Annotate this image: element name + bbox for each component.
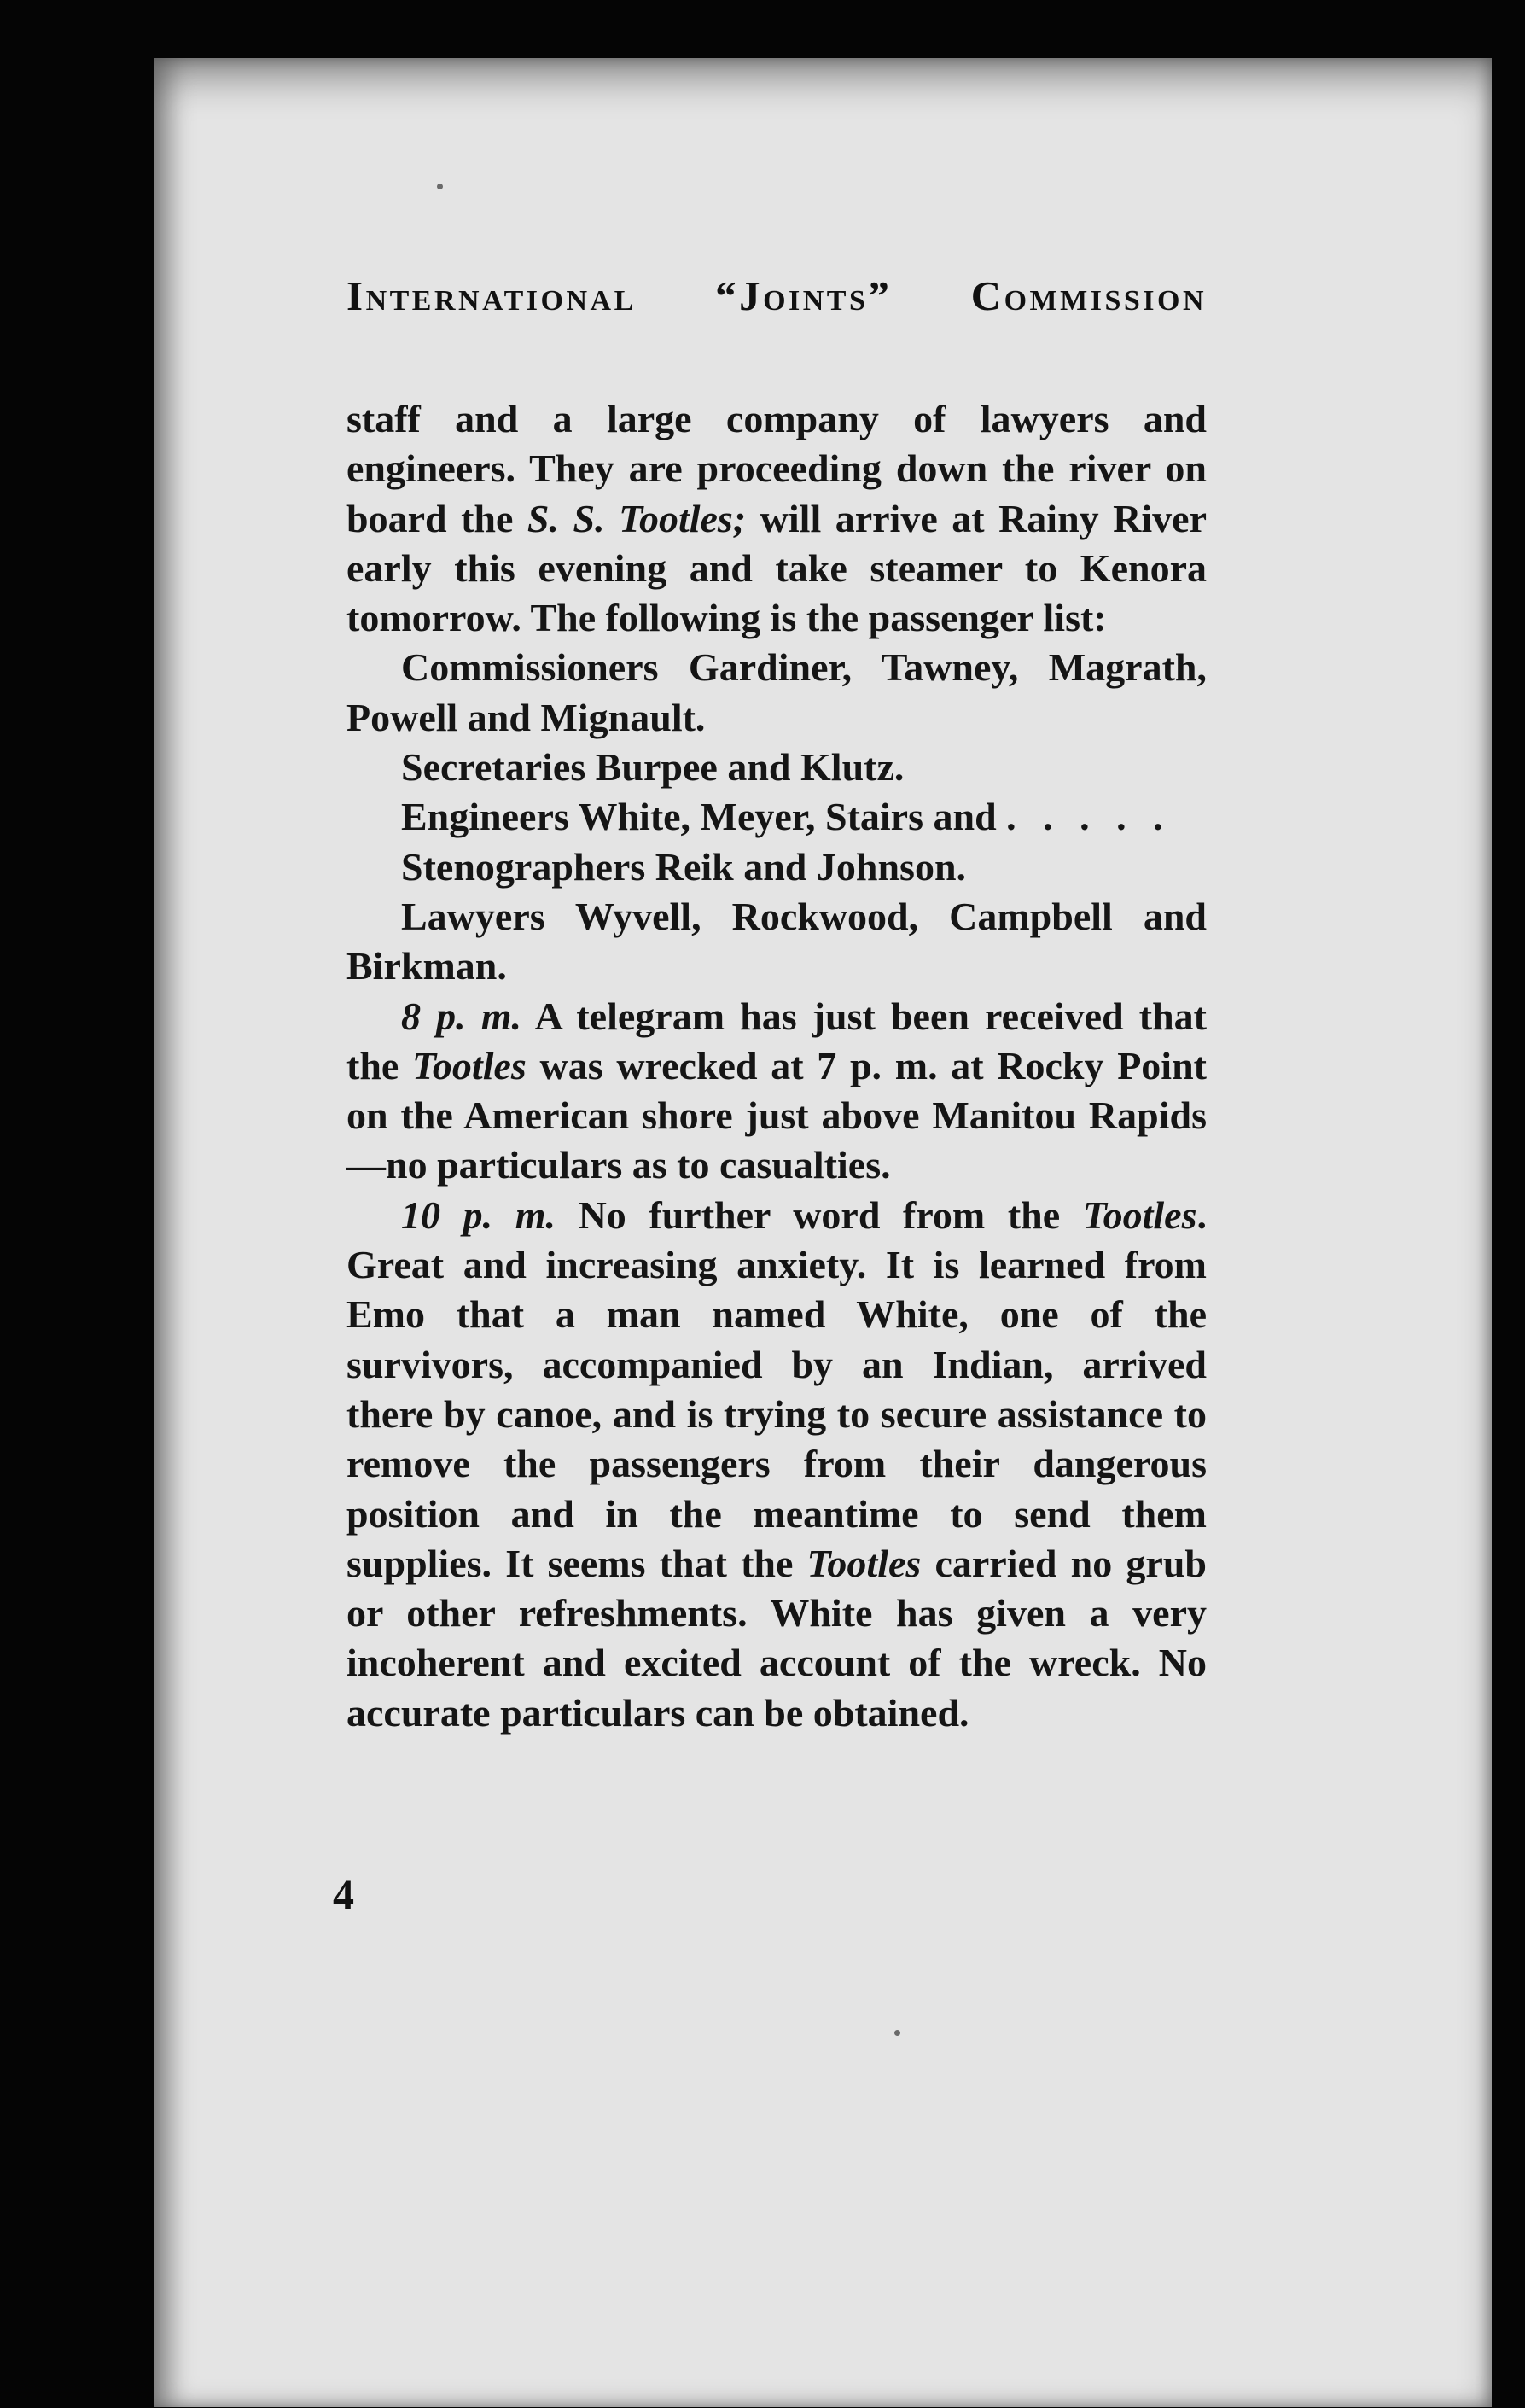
paragraph-10pm: 10 p. m. No further word from the Tootles. Great and increasing anxiety. It is learned from Emo that a man named White, one of the survivors, accompanied by an Indian, arrived there by canoe, and is trying to secure assistance to remove the passengers from their dangerous position and in the meantime to send them supplies. It seems that the Tootles carried no grub or other refreshments. White has given a very incoherent and excited account of the wreck. No accurate particulars can be obtained. — [346, 1192, 1207, 1735]
ship-name: S. S. Tootles; — [527, 496, 747, 540]
page-number: 4 — [333, 1870, 354, 1918]
page-body — [346, 394, 1207, 1738]
passenger-lawyers: Lawyers Wyvell, Rockwood, Campbell and Birkman. — [346, 894, 1207, 988]
paragraph-passenger-intro: staff and a large company of lawyers and engineers. They are proceeding down the river on board the S. S. Tootles; will arrive at Rainy River early this evening and take steamer to Kenora tomorrow. The following is the passenger list: — [346, 397, 1207, 640]
time-stamp: 8 p. m. — [401, 994, 521, 1038]
omission-dots: . . . . . — [1006, 795, 1172, 839]
paragraph-8pm: 8 p. m. A telegram has just been received that the Tootles was wrecked at 7 p. m. at Rocky Point on the American shore just above Manitou Rapids—no particulars as to casualties. — [346, 994, 1207, 1187]
passenger-stenographers: Stenographers Reik and Johnson. — [401, 844, 967, 889]
running-header: International “Joints” Commission — [346, 272, 1207, 319]
ship-name: Tootles — [806, 1541, 922, 1585]
passenger-commissioners: Commissioners Gardiner, Tawney, Magrath, Powell and Mignault. — [346, 645, 1207, 739]
ship-name: Tootles — [1082, 1192, 1197, 1237]
time-stamp: 10 p. m. — [401, 1192, 556, 1237]
dust-speck — [894, 2030, 900, 2036]
passenger-secretaries: Secretaries Burpee and Klutz. — [401, 745, 905, 790]
ship-name: Tootles — [412, 1043, 527, 1087]
passenger-engineers: Engineers White, Meyer, Stairs and . . . . . — [401, 795, 1172, 839]
dust-speck — [437, 184, 443, 189]
